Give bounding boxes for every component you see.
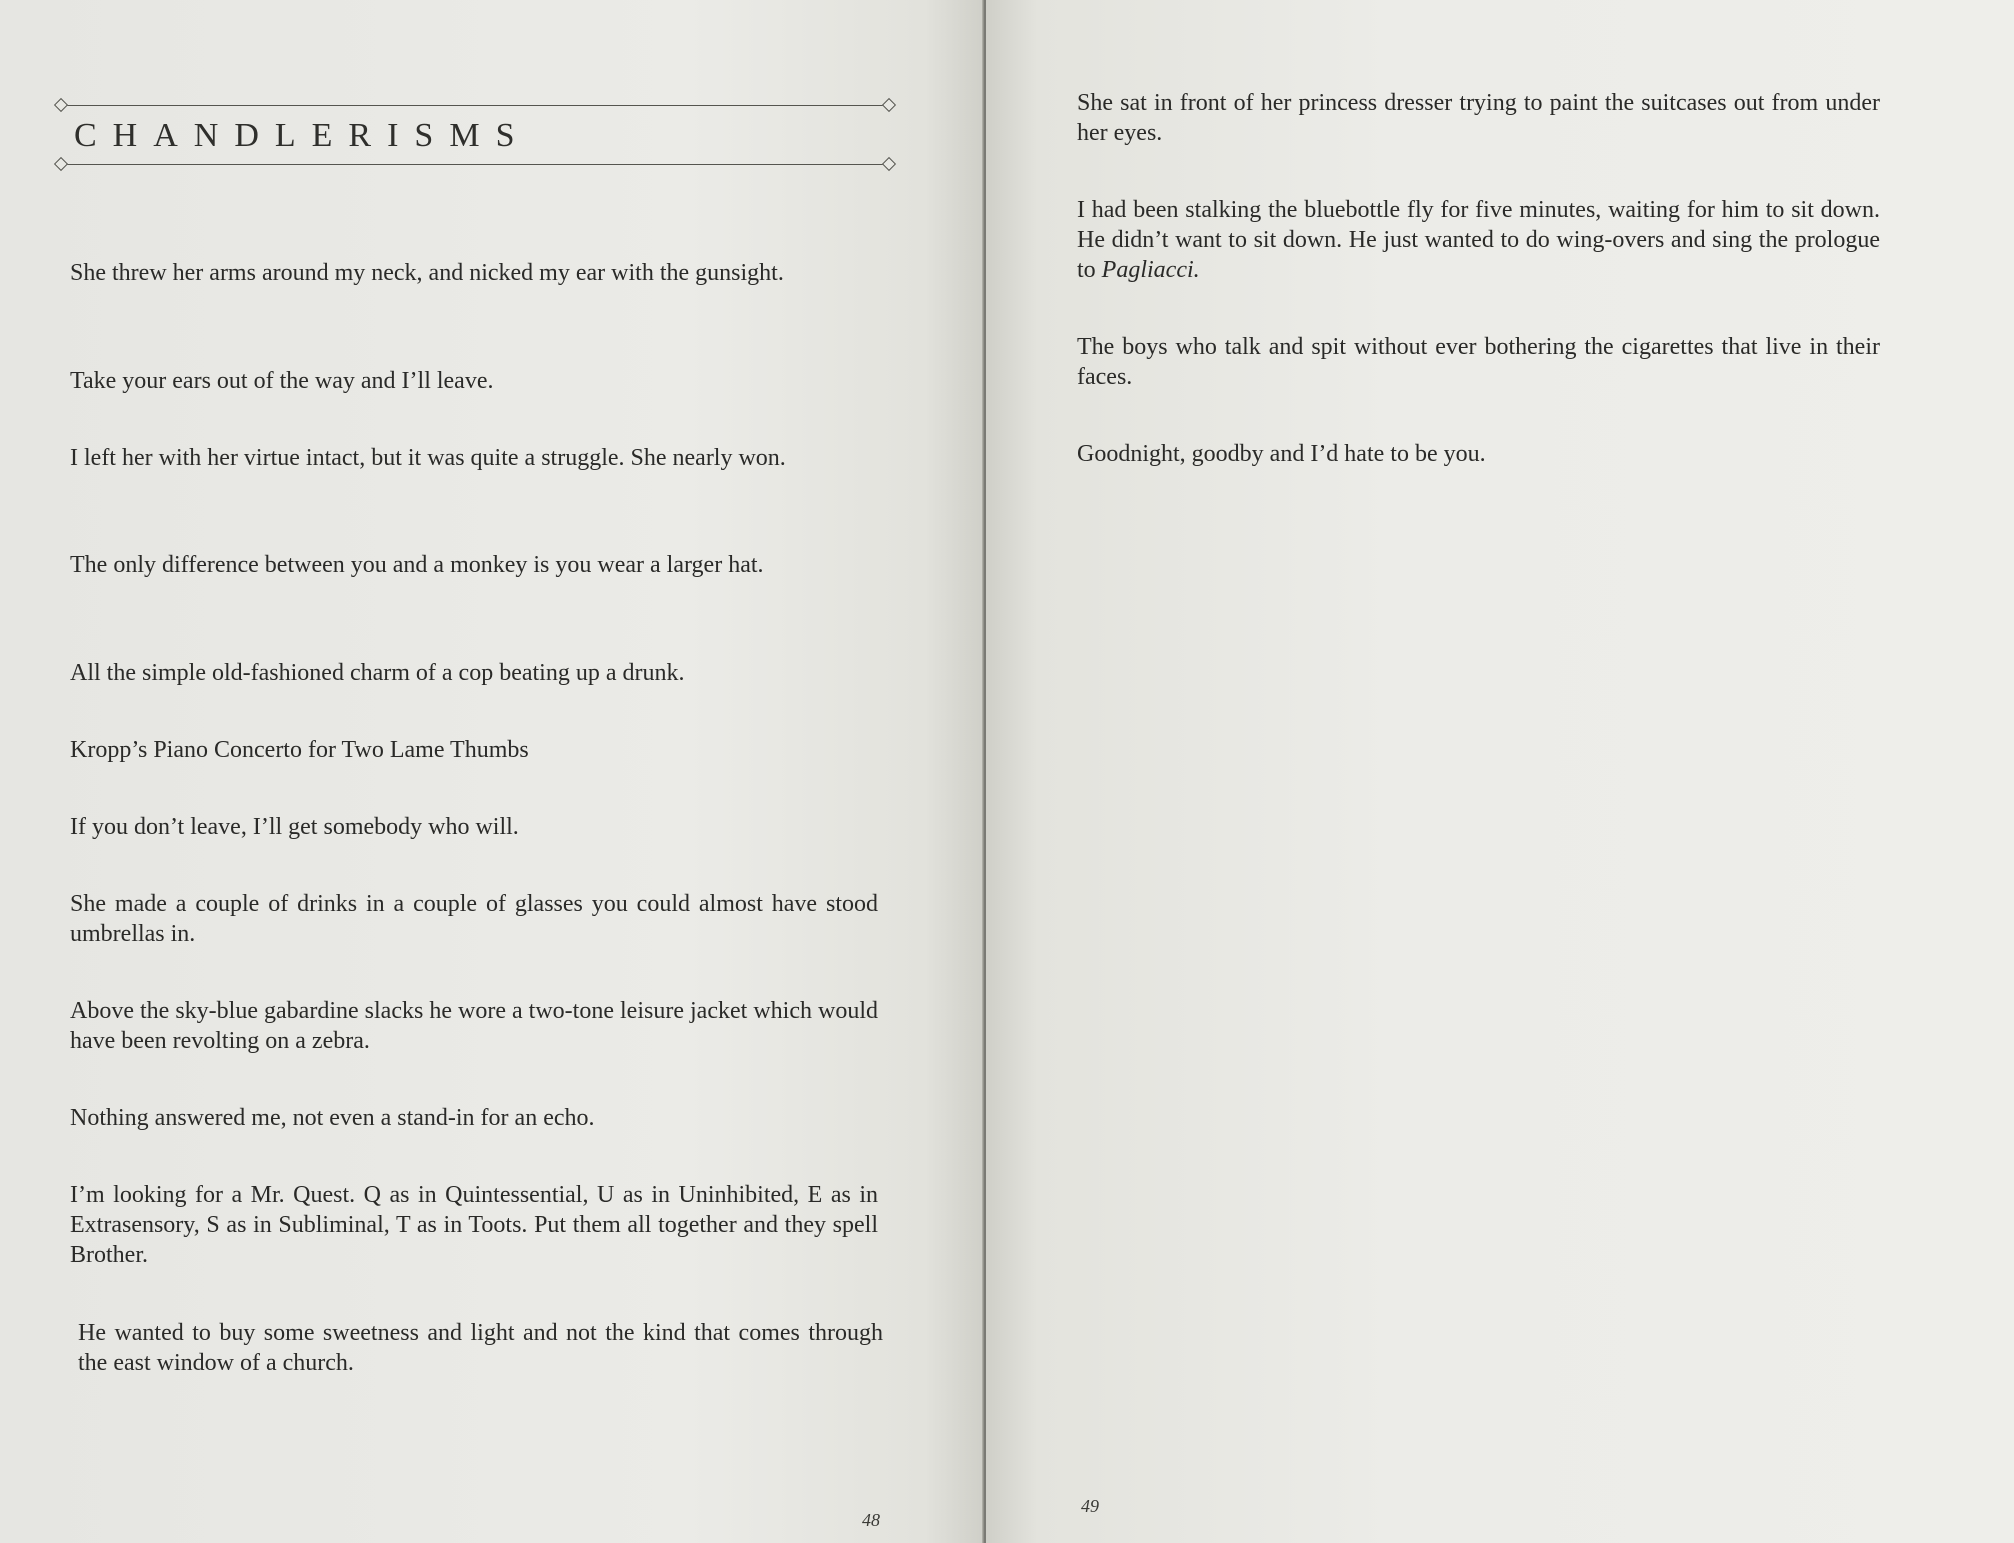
- diamond-ornament-icon: [882, 157, 896, 171]
- quote: If you don’t leave, I’ll get somebody who will.: [70, 814, 519, 840]
- quote: Take your ears out of the way and I’ll leave.: [70, 368, 494, 394]
- quote: She sat in front of her princess dresser trying to paint the suitcases out from under her eyes.: [1077, 90, 1880, 146]
- quote: [1077, 195, 1880, 285]
- quote: She made a couple of drinks in a couple of glasses you could almost have stood umbrellas in.: [70, 891, 878, 947]
- page-number: 48: [862, 1510, 880, 1530]
- italic-title: Pagliacci.: [1101, 257, 1200, 283]
- quote: I left her with her virtue intact, but it was quite a struggle. She nearly won.: [70, 445, 786, 471]
- quote: All the simple old-fashioned charm of a cop beating up a drunk.: [70, 660, 685, 686]
- title-rule-top: [62, 105, 888, 106]
- quote: He wanted to buy some sweetness and light and not the kind that comes through the east window of a church.: [78, 1320, 883, 1376]
- quote: Above the sky-blue gabardine slacks he wore a two-tone leisure jacket which would have been revolting on a zebra.: [70, 998, 878, 1054]
- diamond-ornament-icon: [882, 98, 896, 112]
- title-block: [56, 97, 894, 169]
- quote-text: I had been stalking the bluebottle fly for five minutes, waiting for him to sit down. He didn’t want to sit down. He just wanted to do wing-overs and sing the prologue to: [1077, 197, 1880, 283]
- quote: Kropp’s Piano Concerto for Two Lame Thumbs: [70, 737, 529, 763]
- quote: She threw her arms around my neck, and nicked my ear with the gunsight.: [70, 260, 784, 286]
- page-number: 49: [1081, 1496, 1099, 1516]
- quote: Goodnight, goodby and I’d hate to be you.: [1077, 441, 1486, 467]
- diamond-ornament-icon: [54, 157, 68, 171]
- left-page: [0, 0, 984, 1543]
- page-title: CHANDLERISMS: [74, 117, 531, 154]
- diamond-ornament-icon: [54, 98, 68, 112]
- quote: I’m looking for a Mr. Quest. Q as in Quintessential, U as in Uninhibited, E as in Extrasensory, S as in Subliminal, T as in Toots. Put them all together and they spell Brother.: [70, 1182, 878, 1268]
- quote: The boys who talk and spit without ever bothering the cigarettes that live in their faces.: [1077, 334, 1880, 390]
- quote: The only difference between you and a monkey is you wear a larger hat.: [70, 552, 764, 578]
- quote: Nothing answered me, not even a stand-in for an echo.: [70, 1105, 595, 1131]
- title-rule-bottom: [62, 164, 888, 165]
